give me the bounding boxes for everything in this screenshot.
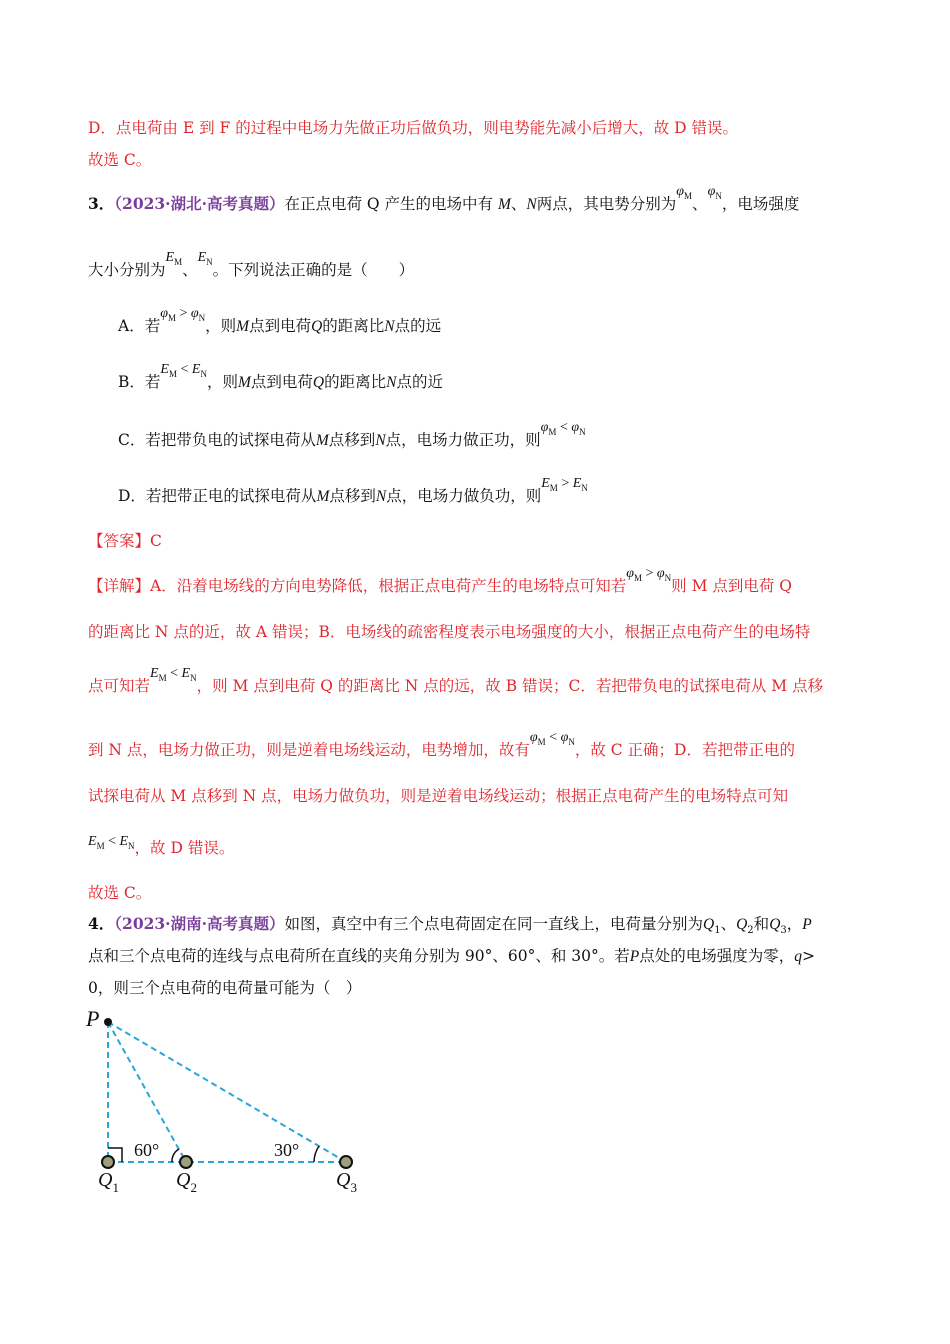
q2-conclusion: 故选 C。 <box>88 151 152 169</box>
q3-answer <box>88 531 162 551</box>
phi-m-lt-phi-n: $\varphi_M < \varphi_N$ <box>540 420 586 437</box>
angle-arc-30 <box>314 1146 319 1162</box>
e-m-gt-e-n: $E_M > E_N$ <box>541 476 588 493</box>
q4-number: 4． <box>88 914 115 933</box>
q3-analysis-line-4: 到 N 点，电场力做正功，则是逆着电场线运动，电势增加，故有$\varphi_M < \varphi_N$，故 C 正确；D．若把带正电的 <box>88 730 795 759</box>
label-q1: $Q_1$ <box>98 1169 119 1195</box>
e-m-lt-e-n: $E_M < E_N$ <box>160 362 207 379</box>
q3-analysis-line-2: 的距离比 N 点的近，故 A 错误；B．电场线的疏密程度表示电场强度的大小，根据正点电荷产生的电场特 <box>88 623 811 641</box>
label-p: P <box>86 1006 100 1031</box>
q4-stem-line-1: 4．（2023·湖南·高考真题）如图，真空中有三个点电荷固定在同一直线上，电荷量分别为$Q_1$、$Q_2$和$Q_3$，P <box>88 914 812 937</box>
point-p <box>104 1018 112 1026</box>
q3-stem-line-2 <box>88 250 415 286</box>
e-n-symbol: $E_N$ <box>197 250 213 267</box>
answer-value: C <box>150 532 162 550</box>
q3-number: 3． <box>88 194 115 213</box>
separator: 、 <box>692 195 708 213</box>
q3-stem-text: 在正点电荷 Q 产生的电场中有 <box>284 195 494 213</box>
phi-m-gt-phi-n: $\varphi_M > \varphi_N$ <box>160 306 206 323</box>
q4-stem-line-2: 点和三个点电荷的连线与点电荷所在直线的夹角分别为 90°、60°、和 30°。若P点处的电场强度为零，q> <box>88 947 816 965</box>
phi-n-symbol: $\varphi_N$ <box>707 184 722 201</box>
phi-m-lt-phi-n: $\varphi_M < \varphi_N$ <box>529 730 575 747</box>
e-m-symbol: $E_M$ <box>165 250 183 267</box>
q3-stem-text: ，电场强度 <box>721 195 800 213</box>
e-m-lt-e-n: $E_M < E_N$ <box>150 666 197 683</box>
q3-option-b: B．若$E_M < E_N$，则M点到电荷Q的距离比N点的近 <box>118 362 443 391</box>
q3-stem-line-1 <box>88 184 800 220</box>
charge-q1 <box>102 1156 114 1168</box>
var-m: M <box>497 196 511 213</box>
q3-option-c: C．若把带负电的试探电荷从M点移到N点，电场力做正功，则$\varphi_M < \varphi_N$ <box>118 420 586 449</box>
q3-analysis-line-6: $E_M < E_N$，故 D 错误。 <box>88 834 235 857</box>
var-n: N <box>526 196 537 213</box>
q3-source: （2023·湖北·高考真题） <box>114 194 285 213</box>
q3-option-d: D．若把带正电的试探电荷从M点移到N点，电场力做负功，则$E_M > E_N$ <box>118 476 588 505</box>
angle-arc-60 <box>172 1149 179 1162</box>
q3-analysis-line-1: 【详解】A．沿着电场线的方向电势降低，根据正点电荷产生的电场特点可知若$\varphi_M > \varphi_N$则 M 点到电荷 Q <box>88 566 793 595</box>
q3-analysis-line-3: 点可知若$E_M < E_N$，则 M 点到电荷 Q 的距离比 N 点的远，故 B 错误；C．若把带负电的试探电荷从 M 点移 <box>88 666 824 695</box>
q4-source: （2023·湖南·高考真题） <box>114 914 285 933</box>
analysis-tag: 【详解】 <box>88 577 151 595</box>
q3-stem-text: 。下列说法正确的是（ ） <box>212 261 415 279</box>
q4-charge-figure <box>86 1006 376 1206</box>
label-angle-30: 30° <box>274 1140 300 1160</box>
q3-stem-text: 两点，其电势分别为 <box>536 195 677 213</box>
charge-q3 <box>340 1156 352 1168</box>
label-q2: $Q_2$ <box>176 1169 197 1195</box>
q3-analysis-line-5: 试探电荷从 M 点移到 N 点，电场力做负功，则是逆着电场线运动；根据正点电荷产生的电场特点可知 <box>88 787 789 805</box>
e-m-lt-e-n: $E_M < E_N$ <box>88 834 135 851</box>
q3-option-a: A．若$\varphi_M > \varphi_N$，则M点到电荷Q的距离比N点的远 <box>118 306 442 335</box>
q3-conclusion: 故选 C。 <box>88 884 152 902</box>
separator: 、 <box>510 195 527 213</box>
q4-stem-line-3: 0，则三个点电荷的电荷量可能为（ ） <box>88 979 362 997</box>
label-q3: $Q_3$ <box>336 1169 357 1195</box>
separator: 、 <box>182 261 198 279</box>
phi-m-symbol: $\varphi_M$ <box>676 184 693 201</box>
q2-option-d-analysis: D．点电荷由 E 到 F 的过程中电场力先做正功后做负功，则电势能先减小后增大，故 D 错误。 <box>88 119 738 137</box>
q3-stem-text: 大小分别为 <box>88 261 166 279</box>
charge-q2 <box>180 1156 192 1168</box>
label-angle-60: 60° <box>134 1140 160 1160</box>
phi-m-gt-phi-n: $\varphi_M > \varphi_N$ <box>626 566 672 583</box>
answer-tag: 【答案】 <box>88 532 151 550</box>
